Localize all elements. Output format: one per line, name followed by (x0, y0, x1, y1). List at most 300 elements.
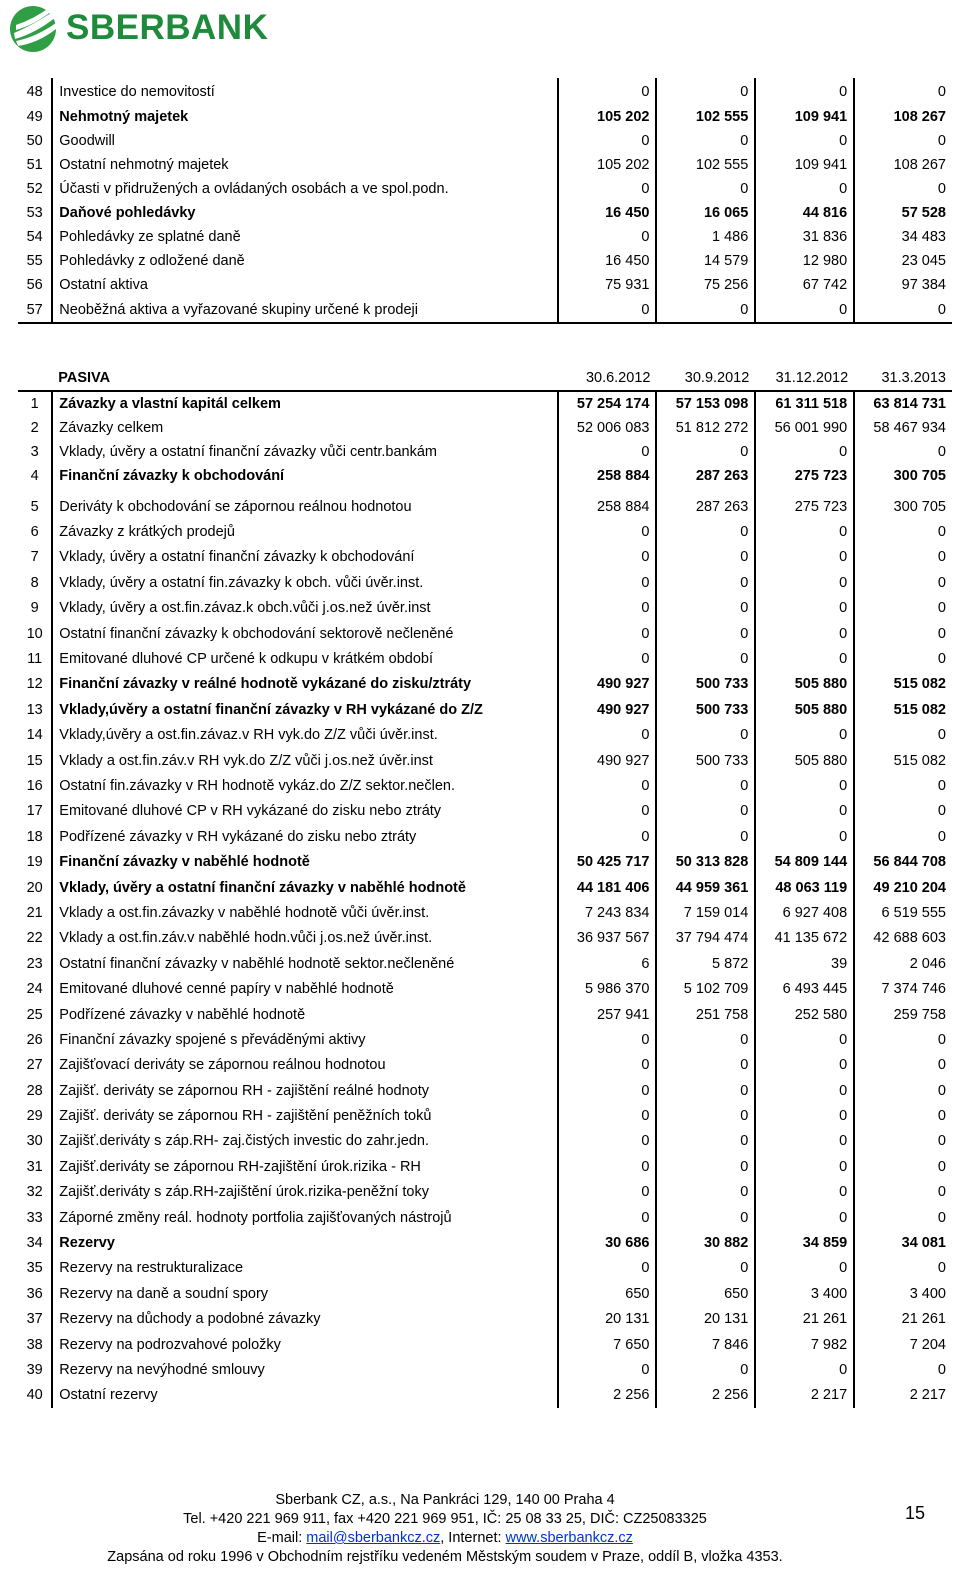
row-value: 0 (558, 78, 657, 105)
row-number: 16 (18, 773, 52, 798)
row-value: 0 (558, 1103, 657, 1128)
row-number: 39 (18, 1357, 52, 1382)
date-col-4: 31.3.2013 (854, 366, 952, 391)
row-value: 109 941 (755, 105, 854, 129)
date-col-2: 30.9.2012 (656, 366, 755, 391)
row-label: Deriváty k obchodování se zápornou reálnou hodnotou (52, 494, 557, 519)
row-number: 54 (18, 225, 52, 249)
row-value: 21 261 (755, 1307, 854, 1332)
table-row (18, 900, 952, 925)
row-value: 0 (558, 824, 657, 849)
row-value: 500 733 (656, 697, 755, 722)
row-label: Nehmotný majetek (52, 105, 557, 129)
row-value: 2 217 (755, 1383, 854, 1408)
footer-registration: Zapsána od roku 1996 v Obchodním rejstříku vedeném Městským soudem v Praze, oddíl B, vložka 4353. (107, 1549, 783, 1565)
row-value: 0 (755, 1053, 854, 1078)
row-value: 5 872 (656, 951, 755, 976)
row-value: 20 131 (656, 1307, 755, 1332)
row-value: 0 (558, 1053, 657, 1078)
row-value: 2 217 (909, 1387, 946, 1404)
row-value: 515 082 (893, 676, 946, 693)
row-number: 34 (18, 1230, 52, 1255)
row-value: 275 723 (755, 494, 854, 519)
row-value: 57 528 (901, 205, 946, 221)
row-number: 10 (18, 621, 52, 646)
table-row (18, 416, 952, 440)
table-row (18, 570, 952, 595)
row-value: 0 (558, 1357, 657, 1382)
row-value: 12 980 (755, 249, 854, 273)
row-label: Závazky a vlastní kapitál celkem (52, 391, 557, 416)
row-value: 0 (937, 727, 946, 744)
row-value: 52 006 083 (558, 416, 657, 440)
row-value: 39 (755, 951, 854, 976)
row-value: 0 (755, 1103, 854, 1128)
row-label: Závazky z krátkých prodejů (52, 519, 557, 544)
row-value: 0 (755, 297, 854, 323)
row-value: 0 (755, 799, 854, 824)
row-value: 0 (656, 1027, 755, 1052)
row-value: 57 153 098 (656, 391, 755, 416)
row-value: 252 580 (755, 1002, 854, 1027)
row-value: 0 (656, 440, 755, 464)
row-value: 36 937 567 (558, 926, 657, 951)
row-value: 0 (937, 600, 946, 617)
date-col-3: 31.12.2012 (755, 366, 854, 391)
row-value: 0 (558, 1205, 657, 1230)
row-value: 0 (755, 129, 854, 153)
row-value: 50 425 717 (558, 849, 657, 874)
row-value: 0 (937, 1158, 946, 1175)
table-row (18, 297, 952, 323)
row-number: 24 (18, 976, 52, 1001)
row-value: 515 082 (893, 701, 946, 718)
row-value: 51 812 272 (656, 416, 755, 440)
row-value: 0 (937, 83, 946, 100)
row-value: 0 (656, 723, 755, 748)
row-value: 58 467 934 (873, 420, 946, 436)
row-number: 7 (18, 545, 52, 570)
row-label: Vklady a ost.fin.záv.v naběhlé hodn.vůči j.os.než úvěr.inst. (52, 926, 557, 951)
row-label: Zajišť. deriváty se zápornou RH - zajištění peněžních toků (52, 1103, 557, 1128)
sberbank-logo (6, 2, 268, 54)
row-value: 505 880 (755, 672, 854, 697)
row-label: Finanční závazky v reálné hodnotě vykázané do zisku/ztráty (52, 672, 557, 697)
row-value: 0 (937, 777, 946, 794)
row-number: 38 (18, 1332, 52, 1357)
row-label: Finanční závazky k obchodování (52, 464, 557, 488)
row-value: 5 986 370 (558, 976, 657, 1001)
row-value: 0 (755, 621, 854, 646)
row-value: 0 (558, 1256, 657, 1281)
row-value: 6 927 408 (755, 900, 854, 925)
row-value: 505 880 (755, 697, 854, 722)
row-value: 0 (755, 1205, 854, 1230)
row-value: 7 650 (558, 1332, 657, 1357)
row-value: 0 (755, 177, 854, 201)
row-value: 0 (558, 129, 657, 153)
row-value: 0 (558, 799, 657, 824)
row-value: 0 (656, 1256, 755, 1281)
row-value: 0 (656, 545, 755, 570)
row-value: 0 (937, 1108, 946, 1125)
row-label: Vklady,úvěry a ost.fin.závaz.v RH vyk.do Z/Z vůči úvěr.inst. (52, 723, 557, 748)
liabilities-table (18, 366, 952, 1408)
row-number: 2 (18, 416, 52, 440)
row-label: Účasti v přidružených a ovládaných osobách a ve spol.podn. (52, 177, 557, 201)
row-value: 0 (937, 1260, 946, 1277)
table-row (18, 1129, 952, 1154)
row-number: 14 (18, 723, 52, 748)
row-value: 6 493 445 (755, 976, 854, 1001)
row-value: 0 (558, 646, 657, 671)
row-value: 20 131 (558, 1307, 657, 1332)
row-label: Závazky celkem (52, 416, 557, 440)
row-value: 48 063 119 (755, 875, 854, 900)
row-label: Rezervy na restrukturalizace (52, 1256, 557, 1281)
row-value: 67 742 (755, 273, 854, 297)
row-value: 61 311 518 (755, 391, 854, 416)
row-value: 0 (937, 1361, 946, 1378)
row-label: Vklady, úvěry a ostatní finanční závazky v naběhlé hodnotě (52, 875, 557, 900)
table-row (18, 249, 952, 273)
table-row (18, 1078, 952, 1103)
row-value: 23 045 (901, 253, 946, 269)
footer-contacts: Tel. +420 221 969 911, fax +420 221 969 951, IČ: 25 08 33 25, DIČ: CZ25083325 (183, 1511, 707, 1527)
row-value: 490 927 (558, 672, 657, 697)
row-label: Zajišť.deriváty se zápornou RH-zajištění úrok.rizika - RH (52, 1154, 557, 1179)
row-value: 105 202 (558, 105, 657, 129)
row-number: 26 (18, 1027, 52, 1052)
row-value: 34 081 (901, 1235, 946, 1252)
row-value: 2 256 (558, 1383, 657, 1408)
table-row (18, 519, 952, 544)
row-number: 3 (18, 440, 52, 464)
row-value: 490 927 (558, 697, 657, 722)
row-value: 41 135 672 (755, 926, 854, 951)
row-label: Rezervy na podrozvahové položky (52, 1332, 557, 1357)
row-label: Vklady, úvěry a ostatní finanční závazky vůči centr.bankám (52, 440, 557, 464)
table-row (18, 177, 952, 201)
row-value: 0 (755, 773, 854, 798)
table-row (18, 849, 952, 874)
row-label: Vklady,úvěry a ostatní finanční závazky v RH vykázané do Z/Z (52, 697, 557, 722)
row-value: 0 (656, 129, 755, 153)
row-value: 44 816 (755, 201, 854, 225)
row-value: 0 (937, 574, 946, 591)
row-number: 1 (18, 391, 52, 416)
row-number: 32 (18, 1180, 52, 1205)
row-label: Ostatní finanční závazky k obchodování sektorově nečleněné (52, 621, 557, 646)
row-value: 0 (656, 1154, 755, 1179)
row-value: 650 (558, 1281, 657, 1306)
row-value: 6 519 555 (881, 904, 946, 921)
row-value: 259 758 (893, 1006, 946, 1023)
row-value: 0 (558, 1154, 657, 1179)
row-value: 0 (558, 225, 657, 249)
liabilities-header-row (18, 366, 952, 391)
row-value: 0 (755, 440, 854, 464)
row-label: Rezervy na daně a soudní spory (52, 1281, 557, 1306)
row-value: 0 (656, 1129, 755, 1154)
row-value: 102 555 (656, 153, 755, 177)
row-value: 0 (558, 1129, 657, 1154)
row-value: 7 243 834 (558, 900, 657, 925)
table-row (18, 926, 952, 951)
row-value: 7 374 746 (881, 981, 946, 998)
row-value: 0 (755, 545, 854, 570)
row-label: Podřízené závazky v naběhlé hodnotě (52, 1002, 557, 1027)
row-value: 0 (937, 1133, 946, 1150)
row-value: 0 (656, 646, 755, 671)
sberbank-emblem-icon (6, 3, 60, 53)
table-row (18, 201, 952, 225)
row-value: 0 (656, 297, 755, 323)
row-value: 0 (656, 1205, 755, 1230)
table-row (18, 1383, 952, 1408)
row-value: 0 (937, 1057, 946, 1074)
row-label: Vklady, úvěry a ost.fin.závaz.k obch.vůči j.os.než úvěr.inst (52, 596, 557, 621)
assets-table (18, 78, 952, 324)
row-value: 0 (656, 1357, 755, 1382)
row-value: 0 (854, 297, 952, 323)
row-value: 0 (656, 1103, 755, 1128)
table-row (18, 1332, 952, 1357)
row-value: 0 (937, 1209, 946, 1226)
row-number: 37 (18, 1307, 52, 1332)
row-value: 0 (558, 773, 657, 798)
liabilities-title: PASIVA (52, 366, 557, 391)
row-label: Vklady a ost.fin.záv.v RH vyk.do Z/Z vůči j.os.než úvěr.inst (52, 748, 557, 773)
row-label: Ostatní rezervy (52, 1383, 557, 1408)
row-value: 0 (656, 570, 755, 595)
row-number: 13 (18, 697, 52, 722)
table-row (18, 153, 952, 177)
row-label: Ostatní fin.závazky v RH hodnotě vykáz.do Z/Z sektor.nečlen. (52, 773, 557, 798)
table-row (18, 545, 952, 570)
row-label: Pohledávky ze splatné daně (52, 225, 557, 249)
row-value: 56 844 708 (873, 854, 946, 871)
row-value: 0 (558, 440, 657, 464)
row-label: Zajišť.deriváty s záp.RH- zaj.čistých investic do zahr.jedn. (52, 1129, 557, 1154)
row-value: 56 001 990 (755, 416, 854, 440)
row-number: 48 (18, 78, 52, 105)
row-value: 2 046 (909, 955, 946, 972)
row-value: 0 (755, 519, 854, 544)
row-value: 0 (937, 524, 946, 541)
row-value: 287 263 (656, 464, 755, 488)
table-row (18, 773, 952, 798)
table-row (18, 799, 952, 824)
row-value: 0 (558, 177, 657, 201)
table-row (18, 672, 952, 697)
row-label: Vklady, úvěry a ostatní finanční závazky k obchodování (52, 545, 557, 570)
row-value: 0 (656, 596, 755, 621)
row-value: 0 (755, 1129, 854, 1154)
row-label: Ostatní aktiva (52, 273, 557, 297)
table-row (18, 748, 952, 773)
row-label: Rezervy na důchody a podobné závazky (52, 1307, 557, 1332)
row-label: Vklady, úvěry a ostatní fin.závazky k obch. vůči úvěr.inst. (52, 570, 557, 595)
row-number: 30 (18, 1129, 52, 1154)
row-value: 490 927 (558, 748, 657, 773)
row-value: 0 (558, 545, 657, 570)
row-label: Emitované dluhové CP určené k odkupu v krátkém období (52, 646, 557, 671)
row-value: 0 (656, 78, 755, 105)
row-value: 14 579 (656, 249, 755, 273)
table-row (18, 1357, 952, 1382)
row-label: Pohledávky z odložené daně (52, 249, 557, 273)
table-row (18, 951, 952, 976)
row-value: 57 254 174 (558, 391, 657, 416)
row-value: 0 (937, 1184, 946, 1201)
row-number: 40 (18, 1383, 52, 1408)
row-value: 0 (755, 570, 854, 595)
row-value: 3 400 (909, 1285, 946, 1302)
row-value: 108 267 (893, 157, 946, 173)
row-number: 19 (18, 849, 52, 874)
row-value: 500 733 (656, 748, 755, 773)
row-value: 30 882 (656, 1230, 755, 1255)
row-number: 4 (18, 464, 52, 488)
row-label: Emitované dluhové CP v RH vykázané do zisku nebo ztráty (52, 799, 557, 824)
table-row (18, 1154, 952, 1179)
row-label: Zajišťovací deriváty se zápornou reálnou hodnotou (52, 1053, 557, 1078)
row-value: 0 (937, 444, 946, 460)
row-value: 105 202 (558, 153, 657, 177)
row-value: 0 (755, 596, 854, 621)
row-value: 5 102 709 (656, 976, 755, 1001)
row-number: 53 (18, 201, 52, 225)
row-value: 300 705 (893, 468, 946, 484)
row-value: 0 (558, 621, 657, 646)
row-value: 0 (656, 799, 755, 824)
row-value: 257 941 (558, 1002, 657, 1027)
row-value: 0 (558, 570, 657, 595)
table-row (18, 225, 952, 249)
row-number: 17 (18, 799, 52, 824)
row-value: 0 (755, 1027, 854, 1052)
table-row (18, 273, 952, 297)
row-value: 44 959 361 (656, 875, 755, 900)
row-value: 16 450 (558, 249, 657, 273)
row-value: 275 723 (755, 464, 854, 488)
table-row (18, 723, 952, 748)
row-value: 7 846 (656, 1332, 755, 1357)
row-label: Rezervy (52, 1230, 557, 1255)
footer-links: E-mail: mail@sberbankcz.cz, Internet: www.sberbankcz.cz (257, 1530, 633, 1546)
table-row (18, 824, 952, 849)
row-number: 50 (18, 129, 52, 153)
row-value: 0 (656, 773, 755, 798)
row-value: 54 809 144 (755, 849, 854, 874)
table-row (18, 1281, 952, 1306)
email-link[interactable]: mail@sberbankcz.cz (306, 1530, 441, 1546)
row-value: 515 082 (893, 752, 946, 769)
row-number: 12 (18, 672, 52, 697)
row-value: 0 (755, 78, 854, 105)
row-value: 102 555 (656, 105, 755, 129)
row-number: 55 (18, 249, 52, 273)
row-value: 258 884 (558, 494, 657, 519)
row-value: 50 313 828 (656, 849, 755, 874)
table-row (18, 697, 952, 722)
row-number: 11 (18, 646, 52, 671)
row-value: 0 (937, 1082, 946, 1099)
row-value: 0 (558, 519, 657, 544)
row-label: Ostatní finanční závazky v naběhlé hodnotě sektor.nečleněné (52, 951, 557, 976)
row-value: 0 (937, 181, 946, 197)
row-number: 27 (18, 1053, 52, 1078)
row-value: 0 (558, 1180, 657, 1205)
table-row (18, 1256, 952, 1281)
logo-text: SBERBANK (66, 8, 269, 47)
row-value: 0 (656, 177, 755, 201)
row-label: Finanční závazky v naběhlé hodnotě (52, 849, 557, 874)
row-number: 6 (18, 519, 52, 544)
row-number: 29 (18, 1103, 52, 1128)
row-number: 52 (18, 177, 52, 201)
row-label: Zajišť.deriváty s záp.RH-zajištění úrok.rizika-peněžní toky (52, 1180, 557, 1205)
row-value: 0 (656, 519, 755, 544)
table-row (18, 1230, 952, 1255)
row-value: 7 204 (909, 1336, 946, 1353)
row-value: 16 450 (558, 201, 657, 225)
row-value: 0 (937, 625, 946, 642)
row-label: Zajišť. deriváty se zápornou RH - zajištění reálné hodnoty (52, 1078, 557, 1103)
row-value: 0 (937, 828, 946, 845)
row-value: 0 (937, 133, 946, 149)
row-value: 3 400 (755, 1281, 854, 1306)
row-label: Rezervy na nevýhodné smlouvy (52, 1357, 557, 1382)
table-row (18, 1103, 952, 1128)
row-value: 0 (558, 297, 657, 323)
row-value: 0 (937, 803, 946, 820)
row-value: 97 384 (901, 277, 946, 293)
table-row (18, 464, 952, 488)
row-value: 109 941 (755, 153, 854, 177)
row-value: 1 486 (656, 225, 755, 249)
row-number: 9 (18, 596, 52, 621)
table-row (18, 875, 952, 900)
row-number: 25 (18, 1002, 52, 1027)
row-value: 75 931 (558, 273, 657, 297)
row-value: 0 (656, 1053, 755, 1078)
row-value: 505 880 (755, 748, 854, 773)
row-value: 0 (558, 1027, 657, 1052)
row-value: 0 (755, 1357, 854, 1382)
row-number: 18 (18, 824, 52, 849)
row-number: 49 (18, 105, 52, 129)
row-value: 7 982 (755, 1332, 854, 1357)
table-row (18, 1205, 952, 1230)
table-row (18, 105, 952, 129)
row-number: 15 (18, 748, 52, 773)
row-value: 16 065 (656, 201, 755, 225)
row-number: 31 (18, 1154, 52, 1179)
row-value: 0 (937, 1031, 946, 1048)
row-number: 56 (18, 273, 52, 297)
row-value: 650 (656, 1281, 755, 1306)
row-value: 34 859 (755, 1230, 854, 1255)
row-value: 287 263 (656, 494, 755, 519)
footer-address: Sberbank CZ, a.s., Na Pankráci 129, 140 00 Praha 4 (275, 1492, 615, 1508)
row-number: 51 (18, 153, 52, 177)
row-value: 42 688 603 (873, 930, 946, 947)
row-value: 258 884 (558, 464, 657, 488)
row-value: 7 159 014 (656, 900, 755, 925)
website-link[interactable]: www.sberbankcz.cz (505, 1530, 633, 1546)
